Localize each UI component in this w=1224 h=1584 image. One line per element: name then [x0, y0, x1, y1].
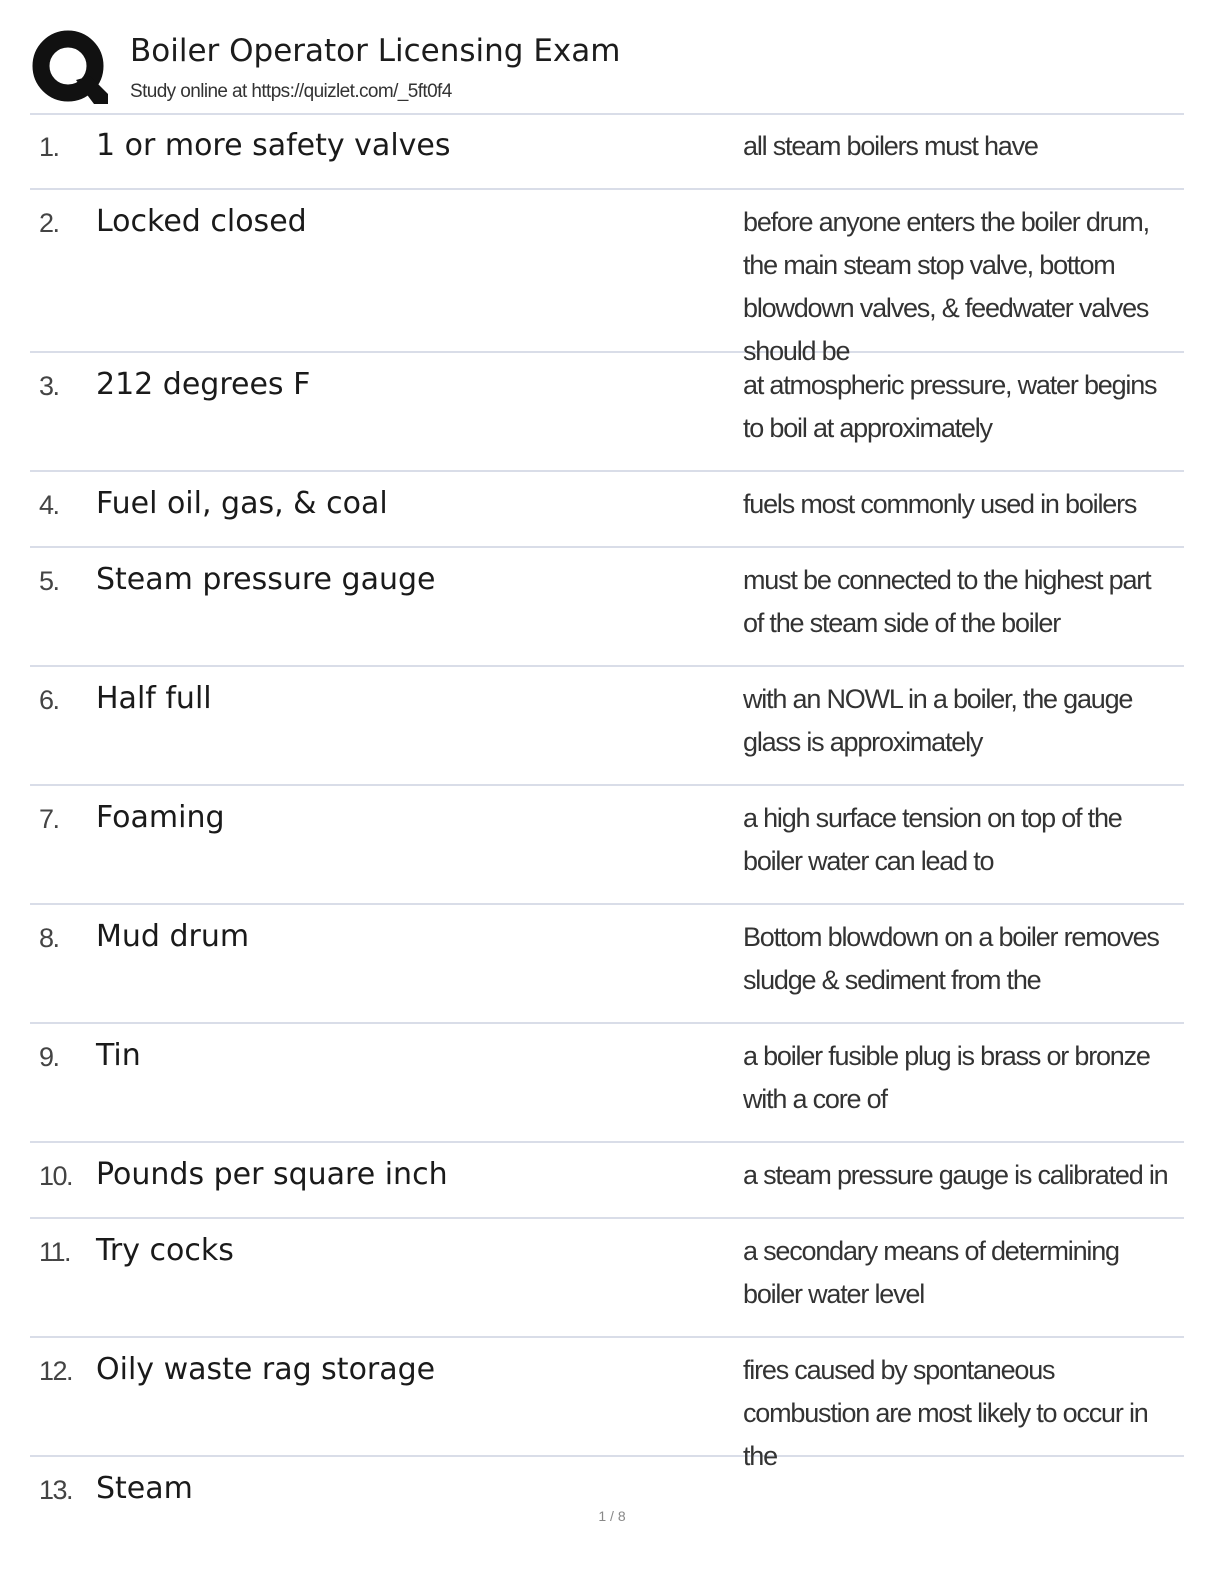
- term-card: [30, 905, 1184, 1024]
- term-text: 212 degrees F: [96, 367, 311, 402]
- term-card: [30, 353, 1184, 472]
- term-card: [30, 786, 1184, 905]
- term-number: 5.: [39, 566, 59, 596]
- term-number: 2.: [39, 208, 59, 238]
- term-text: Steam pressure gauge: [96, 562, 436, 597]
- term-card: [30, 548, 1184, 667]
- page-header: [32, 30, 1184, 114]
- definition-text: at atmospheric pressure, water begins to boil at approximately: [743, 370, 1157, 443]
- definition-text: before anyone enters the boiler drum, the main steam stop valve, bottom blowdown valves, & feedwater valves should be: [743, 207, 1149, 366]
- term-number: 4.: [39, 490, 59, 520]
- definition-text: all steam boilers must have: [743, 131, 1038, 161]
- term-number: 1.: [39, 132, 59, 162]
- term-number: 3.: [39, 371, 59, 401]
- term-text: Fuel oil, gas, & coal: [96, 486, 388, 521]
- term-number: 12.: [39, 1356, 73, 1386]
- definition-text: fires caused by spontaneous combustion are most likely to occur in the: [743, 1355, 1148, 1471]
- term-text: Steam: [96, 1471, 193, 1506]
- term-number: 13.: [39, 1475, 73, 1505]
- term-card: [30, 190, 1184, 366]
- term-text: Mud drum: [96, 919, 250, 954]
- term-card: [30, 114, 1184, 190]
- term-text: Pounds per square inch: [96, 1157, 448, 1192]
- term-number: 11.: [39, 1237, 71, 1267]
- term-number: 7.: [39, 804, 59, 834]
- term-card: [30, 667, 1184, 786]
- term-text: Half full: [96, 681, 212, 716]
- definition-text: must be connected to the highest part of the steam side of the boiler: [743, 565, 1151, 638]
- term-text: Tin: [96, 1038, 141, 1073]
- term-number: 6.: [39, 685, 59, 715]
- term-text: 1 or more safety valves: [96, 128, 451, 163]
- definition-text: a high surface tension on top of the boiler water can lead to: [743, 803, 1122, 876]
- definition-text: Bottom blowdown on a boiler removes sludge & sediment from the: [743, 922, 1159, 995]
- term-number: 8.: [39, 923, 59, 953]
- term-card: [30, 1219, 1184, 1338]
- definition-text: a secondary means of determining boiler water level: [743, 1236, 1119, 1309]
- term-text: Locked closed: [96, 204, 307, 239]
- term-number: 9.: [39, 1042, 59, 1072]
- page-title: Boiler Operator Licensing Exam: [130, 33, 621, 69]
- term-card: [30, 1024, 1184, 1143]
- term-number: 10.: [39, 1161, 73, 1191]
- term-list: [30, 114, 1184, 1531]
- definition-text: fuels most commonly used in boilers: [743, 489, 1137, 519]
- definition-text: a boiler fusible plug is brass or bronze with a core of: [743, 1041, 1150, 1114]
- term-card: [30, 1338, 1184, 1471]
- term-text: Try cocks: [96, 1233, 234, 1268]
- definition-text: a steam pressure gauge is calibrated in: [743, 1160, 1168, 1190]
- page-number: 1 / 8: [598, 1508, 626, 1524]
- study-online-link[interactable]: Study online at https://quizlet.com/_5ft0f4: [130, 81, 452, 102]
- term-text: Oily waste rag storage: [96, 1352, 436, 1387]
- term-card: [30, 472, 1184, 548]
- quizlet-logo-icon: [32, 30, 108, 106]
- term-text: Foaming: [96, 800, 225, 835]
- definition-text: with an NOWL in a boiler, the gauge glass is approximately: [743, 684, 1133, 757]
- term-card: [30, 1143, 1184, 1219]
